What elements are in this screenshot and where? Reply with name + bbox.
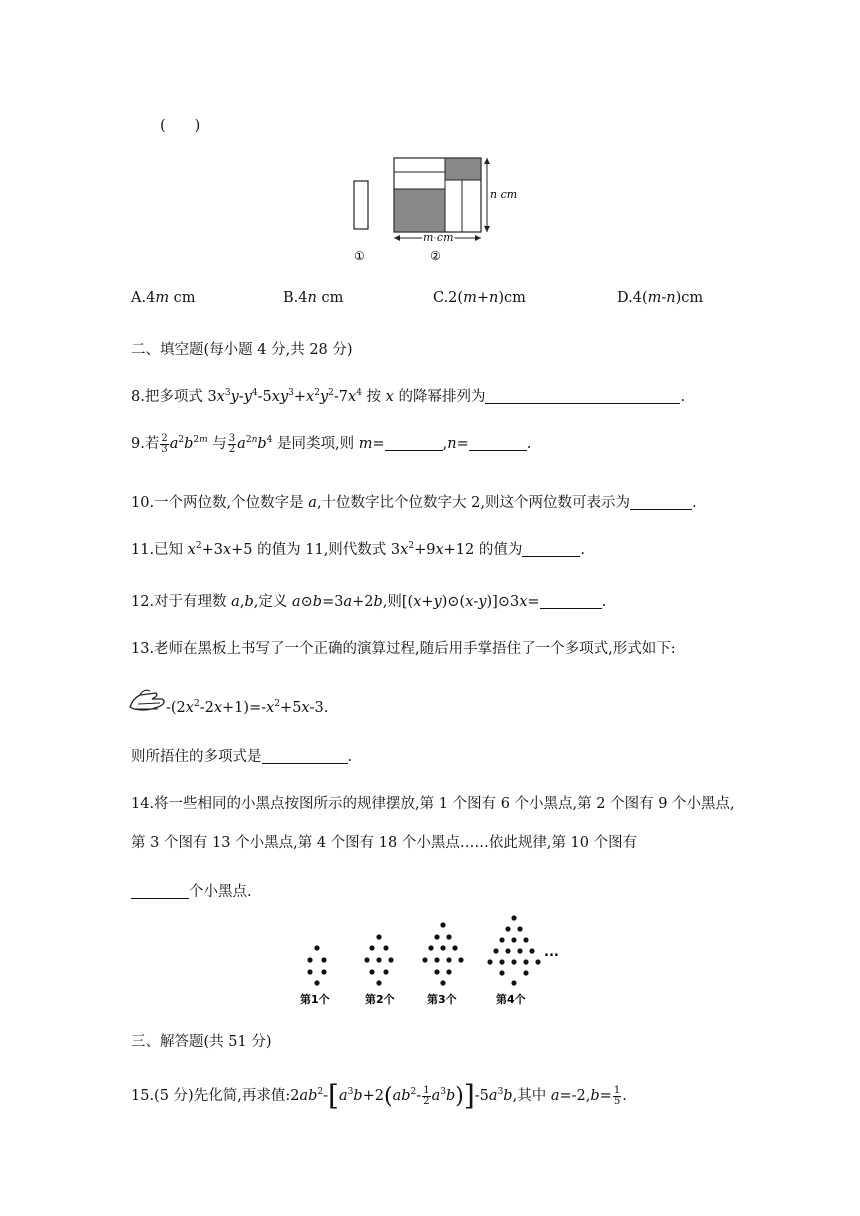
question-11: 11.已知 $x^2+3x+5$ 的值为 11,则代数式 $3x^2+9x+12$ 的值为 .: [131, 541, 585, 558]
shaded-region-bottom: [394, 189, 445, 232]
small-rectangle-1: [354, 181, 368, 229]
m-cm-label: m cm: [423, 231, 454, 244]
option-b: B.4n cm: [283, 290, 344, 306]
dot-label-2: 第2个: [365, 993, 395, 1006]
dot-label-3: 第3个: [427, 993, 457, 1006]
option-d: D.4(m-n)cm: [617, 290, 704, 306]
option-a: A.4m cm: [131, 290, 196, 306]
section-2-title: 二、填空题(每小题 4 分,共 28 分): [131, 342, 353, 358]
question-14-line-2: 第 3 个图有 13 个小黑点,第 4 个图有 18 个小黑点……依此规律,第 10 个图有: [131, 835, 638, 851]
dot-ellipsis: ...: [544, 945, 559, 960]
question-9: 9.若 $\frac{2}{3}$ $a^2b^{2m}$ 与 $\frac{3}{2}$ $a^{2n}b^4$ 是同类项,则 m= ,n= .: [131, 432, 532, 455]
question-14-line-3: 个小黑点.: [131, 880, 252, 901]
question-8: 8.把多项式 $3x^3y-y^4-5xy^3+x^2y^2-7x^4$ 按 x 的降幂排列为 .: [131, 388, 686, 405]
dot-figure-1: [307, 945, 326, 985]
question-13-formula: $-(2x^2-2x+1)=-x^2+5x-3$.: [166, 699, 329, 716]
shaded-region-top: [445, 158, 481, 180]
answer-paren: ( ): [160, 118, 201, 134]
dot-figure-2: [364, 934, 393, 985]
n-cm-label: n cm: [490, 188, 518, 201]
question-13: 13.老师在黑板上书写了一个正确的演算过程,随后用手掌捂住了一个多项式,形式如下:: [131, 641, 676, 657]
figure-label-2: ②: [430, 249, 441, 263]
question-13-prompt: 则所捂住的多项式是 .: [131, 749, 353, 765]
option-c: C.2(m+n)cm: [433, 290, 526, 306]
rectangle-figure: [340, 150, 530, 265]
figure-label-1: ①: [354, 249, 365, 263]
question-10: 10.一个两位数,个位数字是 a,十位数字比个位数字大 2,则这个两位数可表示为 .: [131, 495, 697, 511]
question-12: 12.对于有理数 a,b,定义 a⊙b=3a+2b,则[(x+y)⊙(x-y)]⊙3x= .: [131, 594, 607, 610]
hand-icon: [128, 685, 168, 715]
question-14-line-1: 14.将一些相同的小黑点按图所示的规律摆放,第 1 个图有 6 个小黑点,第 2 个图有 9 个小黑点,: [131, 796, 735, 812]
dot-label-4: 第4个: [496, 993, 526, 1006]
dot-figure-3: [422, 922, 463, 985]
section-3-title: 三、解答题(共 51 分): [131, 1034, 272, 1050]
question-15: 15.(5 分)先化简,再求值$:2ab^2-[a^3b+2(ab^2-$ $\frac{1}{2}$ $a^3b)]-5a^3b$,其中 a=-2,b= $\frac{1}{5}$ .: [131, 1079, 627, 1112]
dot-label-1: 第1个: [300, 993, 330, 1006]
dot-pattern-figure: [290, 910, 580, 1010]
dot-figure-4: [487, 915, 540, 985]
